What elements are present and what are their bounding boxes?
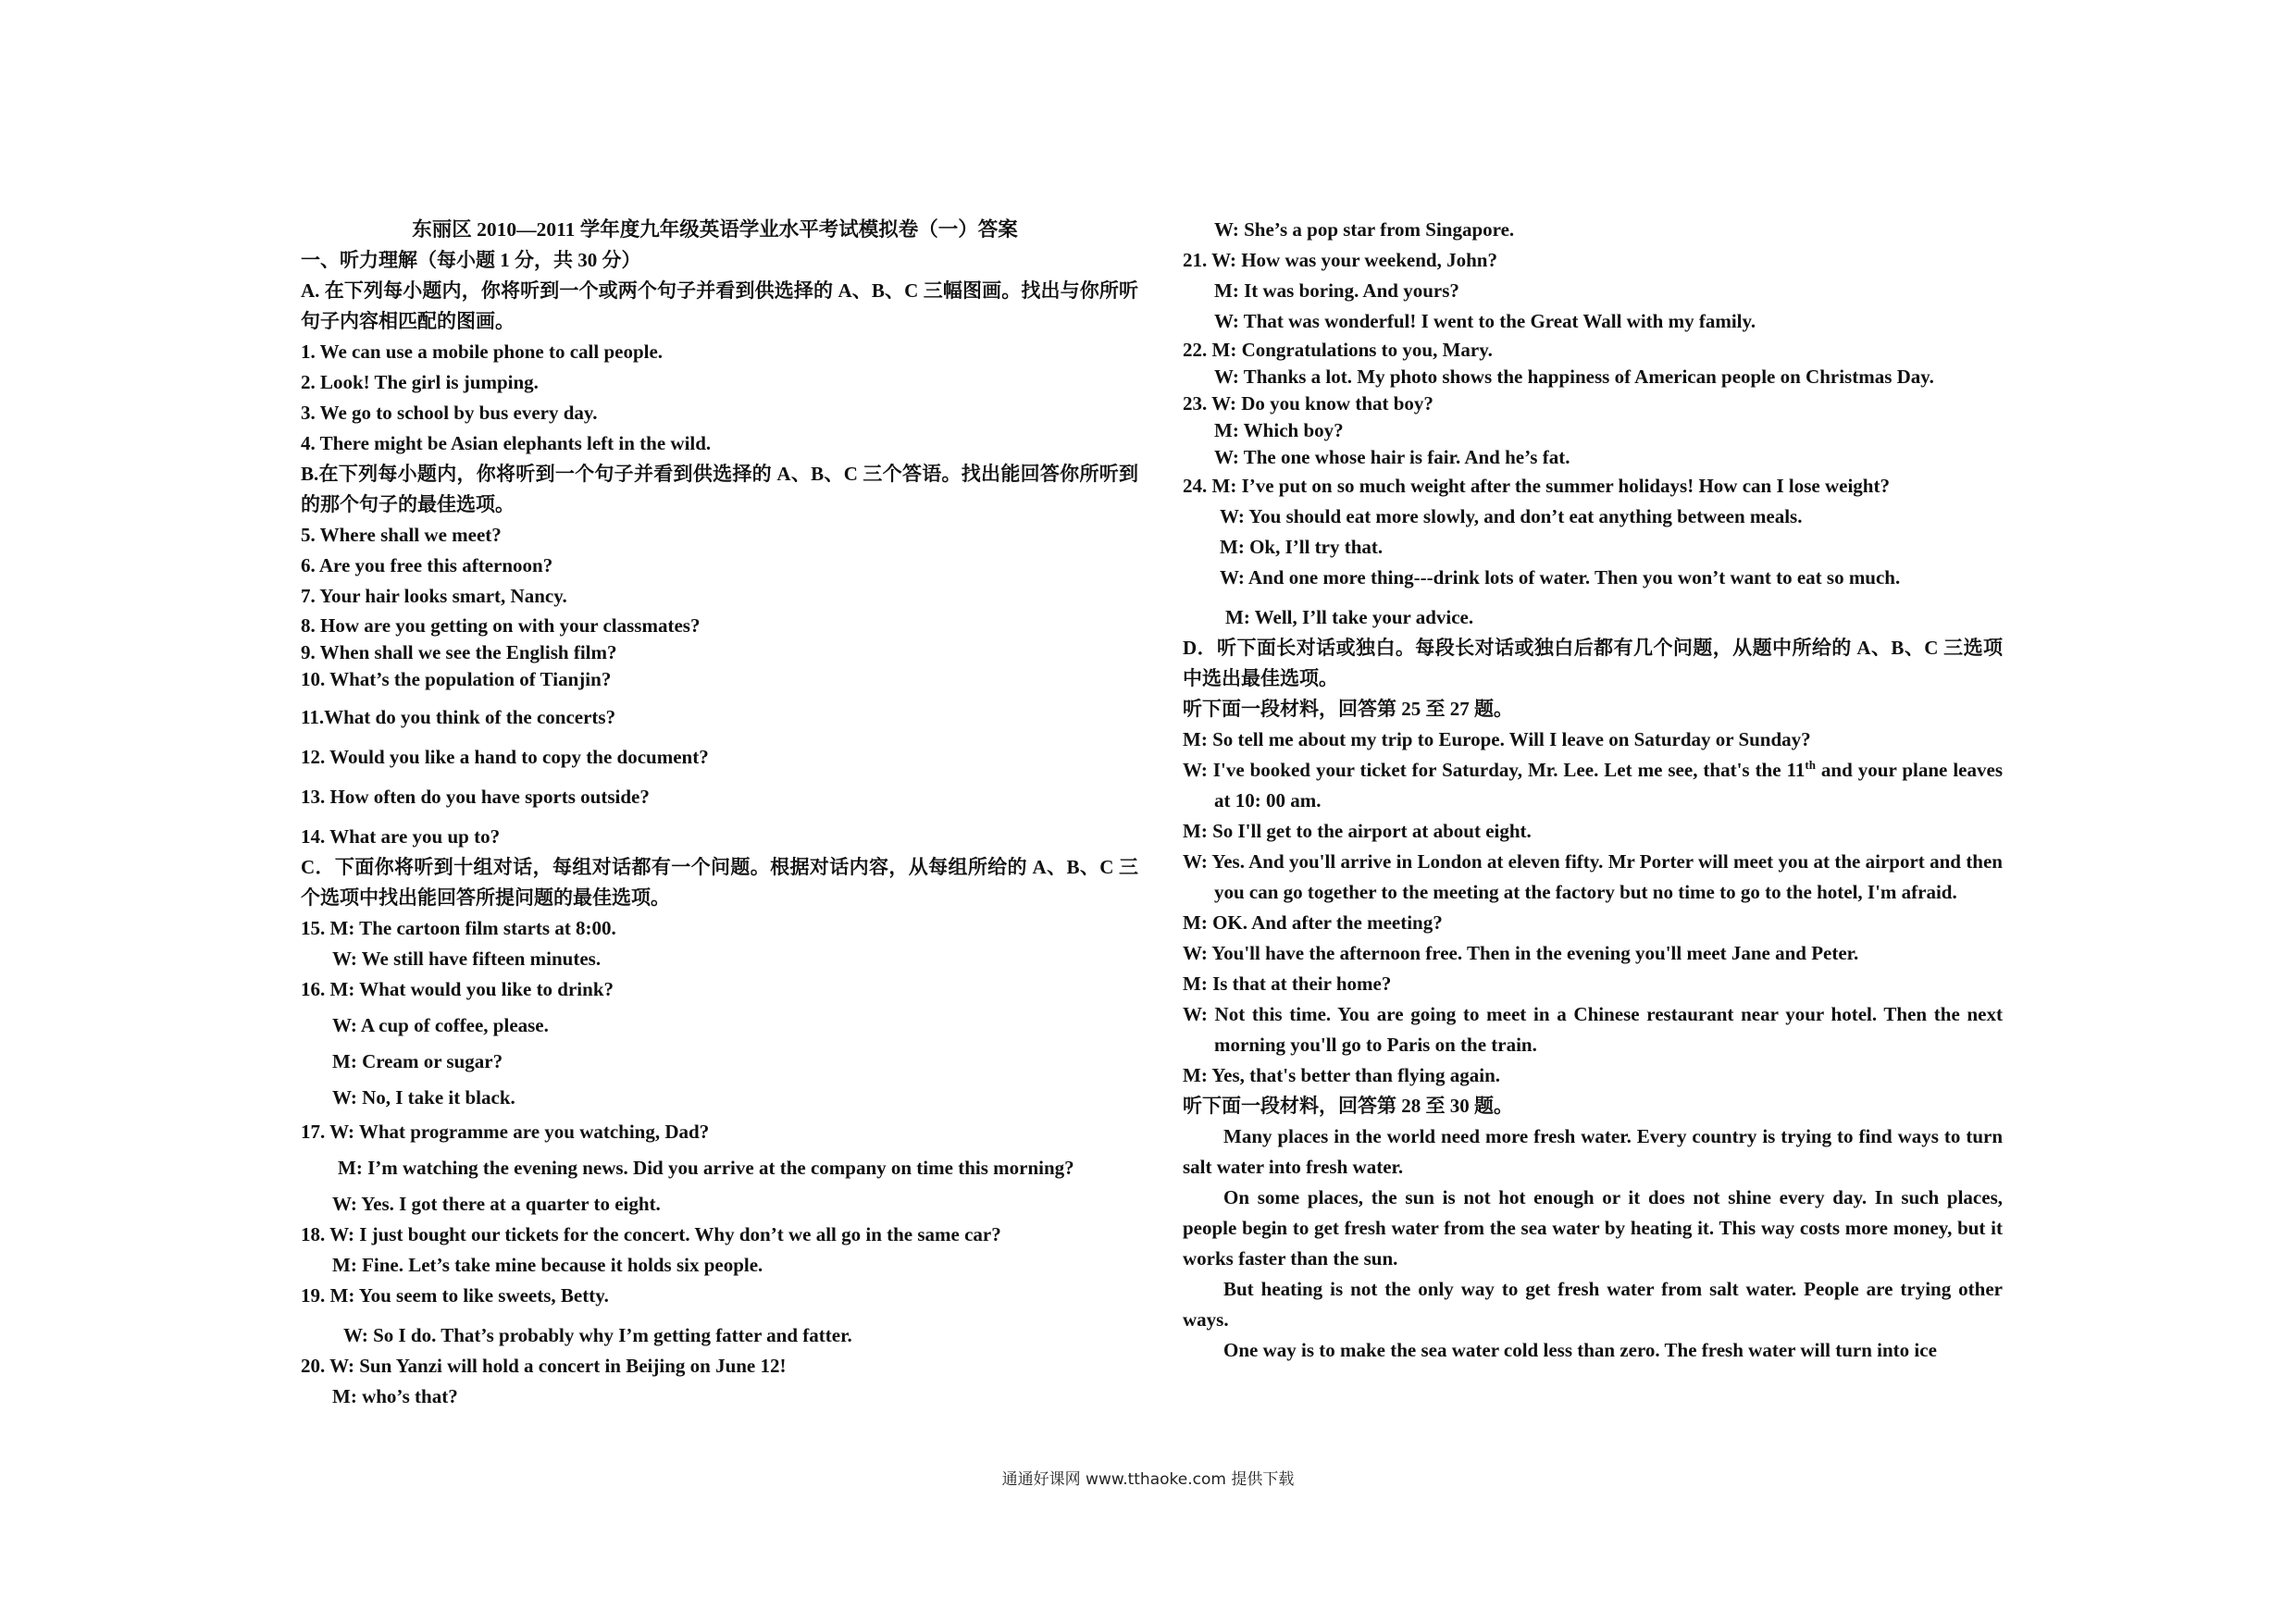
dialogue-line-3: M: So I'll get to the airport at about eight. [1183,820,1532,842]
question-19-line-1: 19. M: You seem to like sweets, Betty. [301,1284,609,1307]
dialogue-line-2-start: W: I've booked your ticket for Saturday, Mr. Lee. Let me see, that's the 11 [1183,759,1806,781]
dialogue-line-7: M: Is that at their home? [1183,973,1392,995]
question-2: 2. Look! The girl is jumping. [301,371,539,393]
question-23-line-3: W: The one whose hair is fair. And he’s fat. [1214,446,1570,468]
part-a-instructions: A. 在下列每小题内，你将听到一个或两个句子并看到供选择的 A、B、C 三幅图画。找出与你所听句子内容相匹配的图画。 [301,279,1138,332]
question-5: 5. Where shall we meet? [301,524,502,546]
part-b-instructions: B.在下列每小题内，你将听到一个句子并看到供选择的 A、B、C 三个答语。找出能回答你所听到的那个句子的最佳选项。 [301,463,1138,515]
question-16-line-4: W: No, I take it black. [332,1086,515,1109]
passage-paragraph-4: One way is to make the sea water cold less than zero. The fresh water will turn into ice [1223,1339,1937,1361]
dialogue-line-5: M: OK. And after the meeting? [1183,911,1443,934]
question-22-line-2: W: Thanks a lot. My photo shows the happiness of American people on Christmas Day. [1214,365,1934,388]
question-11: 11.What do you think of the concerts? [301,706,616,728]
question-9: 9. When shall we see the English film? [301,641,617,663]
footer-download-note: 通通好课网 www.tthaoke.com 提供下载 [1001,1470,1295,1489]
passage-paragraph-1: Many places in the world need more fresh water. Every country is trying to find ways to turn salt water into fresh water. [1183,1125,2008,1178]
right-column [1183,215,2008,1366]
ordinal-suffix: th [1805,758,1816,772]
material-1-heading: 听下面一段材料，回答第 25 至 27 题。 [1183,698,1513,720]
question-21-line-3: W: That was wonderful! I went to the Great Wall with my family. [1214,310,1756,332]
question-17-line-3: W: Yes. I got there at a quarter to eight. [332,1193,661,1215]
section-heading-listening: 一、听力理解（每小题 1 分，共 30 分） [301,249,641,271]
dialogue-line-4: W: Yes. And you'll arrive in London at eleven fifty. Mr Porter will meet you at the airport and then you can go together to the meeting at the factory but no time to go to the hotel, I'm afraid. [1183,850,2008,903]
question-19-line-2: W: So I do. That’s probably why I’m getting fatter and fatter. [343,1324,852,1346]
question-8: 8. How are you getting on with your classmates? [301,614,701,637]
question-7: 7. Your hair looks smart, Nancy. [301,585,567,607]
question-16-line-1: 16. M: What would you like to drink? [301,978,614,1000]
passage-paragraph-3: But heating is not the only way to get fresh water from salt water. People are trying other ways. [1183,1278,2008,1331]
question-24-line-1: 24. M: I’ve put on so much weight after the summer holidays! How can I lose weight? [1183,475,1890,497]
question-24-line-4: W: And one more thing---drink lots of water. Then you won’t want to eat so much. [1220,566,1901,588]
question-16-line-2: W: A cup of coffee, please. [332,1014,549,1036]
part-c-instructions: C．下面你将听到十组对话，每组对话都有一个问题。根据对话内容，从每组所给的 A、B、C 三个选项中找出能回答所提问题的最佳选项。 [301,856,1138,909]
question-18-line-2: M: Fine. Let’s take mine because it holds six people. [332,1254,763,1276]
question-20-line-2: M: who’s that? [332,1385,458,1407]
question-3: 3. We go to school by bus every day. [301,402,598,424]
question-21-line-2: M: It was boring. And yours? [1214,279,1459,302]
question-16-line-3: M: Cream or sugar? [332,1050,503,1072]
dialogue-line-2 [1183,755,2008,816]
question-23-line-2: M: Which boy? [1214,419,1344,441]
passage-paragraph-2: On some places, the sun is not hot enough or it does not shine every day. In such places, people begin to get fresh water from the sea water by heating it. This way costs more money, but it works faster than the sun. [1183,1186,2008,1270]
page-title: 东丽区 2010—2011 学年度九年级英语学业水平考试模拟卷（一）答案 [412,218,1018,241]
question-10: 10. What’s the population of Tianjin? [301,668,612,690]
question-20-line-1: 20. W: Sun Yanzi will hold a concert in Beijing on June 12! [301,1355,787,1377]
question-20-line-3: W: She’s a pop star from Singapore. [1214,218,1515,241]
dialogue-line-6: W: You'll have the afternoon free. Then in the evening you'll meet Jane and Peter. [1183,942,1859,964]
material-2-heading: 听下面一段材料，回答第 28 至 30 题。 [1183,1095,1513,1117]
left-column [301,215,1138,1412]
question-18-line-1: 18. W: I just bought our tickets for the concert. Why don’t we all go in the same car? [301,1223,1001,1245]
question-14: 14. What are you up to? [301,825,501,848]
question-13: 13. How often do you have sports outside? [301,786,650,808]
question-4: 4. There might be Asian elephants left in the wild. [301,432,712,454]
question-22-line-1: 22. M: Congratulations to you, Mary. [1183,339,1493,361]
question-17-line-2: M: I’m watching the evening news. Did you arrive at the company on time this morning? [338,1157,1074,1179]
dialogue-line-2-end: and your plane leaves at 10: 00 am. [1214,759,2008,812]
question-21-line-1: 21. W: How was your weekend, John? [1183,249,1497,271]
question-24-line-3: M: Ok, I’ll try that. [1220,536,1384,558]
question-15-line-2: W: We still have fifteen minutes. [332,948,602,970]
question-24-line-2: W: You should eat more slowly, and don’t eat anything between meals. [1220,505,1803,527]
question-15-line-1: 15. M: The cartoon film starts at 8:00. [301,917,616,939]
question-1: 1. We can use a mobile phone to call people. [301,341,664,363]
question-23-line-1: 23. W: Do you know that boy? [1183,392,1433,415]
dialogue-line-9: M: Yes, that's better than flying again. [1183,1064,1500,1086]
question-24-line-5: M: Well, I’ll take your advice. [1225,606,1474,628]
question-12: 12. Would you like a hand to copy the document? [301,746,709,768]
question-6: 6. Are you free this afternoon? [301,554,553,576]
part-d-instructions: D．听下面长对话或独白。每段长对话或独白后都有几个问题，从题中所给的 A、B、C 三选项中选出最佳选项。 [1183,637,2004,689]
dialogue-line-8: W: Not this time. You are going to meet in a Chinese restaurant near your hotel. Then the next morning you'll go to Paris on the train. [1183,1003,2008,1056]
dialogue-line-1: M: So tell me about my trip to Europe. Will I leave on Saturday or Sunday? [1183,728,1811,750]
question-17-line-1: 17. W: What programme are you watching, Dad? [301,1121,710,1143]
